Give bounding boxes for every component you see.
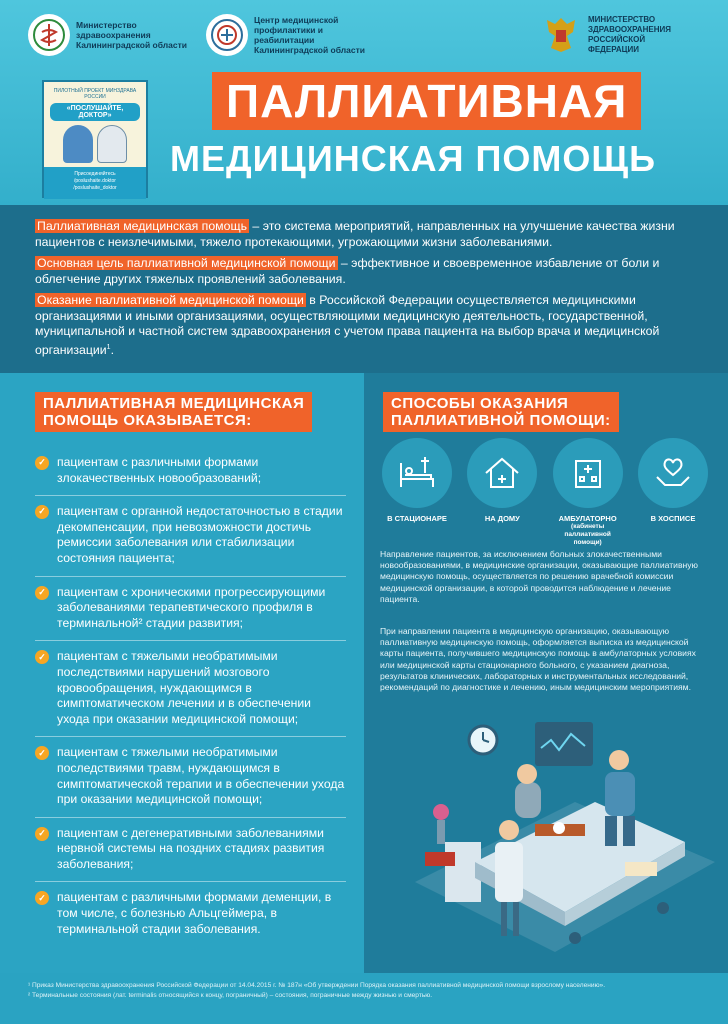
check-icon: ✓ [35,456,49,470]
list-item [35,447,346,496]
list-item [35,737,346,817]
method-label: В СТАЦИОНАРЕ [387,514,447,523]
check-icon: ✓ [35,746,49,760]
intro-section [0,205,728,373]
poster-banner: «ПОСЛУШАЙТЕ, ДОКТОР» [50,103,140,121]
method-sublabel: (кабинеты паллиативной помощи) [564,523,611,546]
hospital-bed-icon [382,438,452,508]
method-label: В ХОСПИСЕ [650,514,696,523]
intro-paragraph-1 [35,219,693,250]
list-item-text: пациентам с различными формами злокачественных новообразований; [57,455,262,485]
clinic-icon [553,438,623,508]
ministry-emblem-icon [28,14,70,56]
title-box [212,72,641,130]
list-item [35,818,346,883]
left-heading [35,392,312,432]
footnote-1: ¹ Приказ Министерства здравоохранения Российской Федерации от 14.04.2015 г. № 187н «Об утверждении Порядка оказания паллиативной медицинской помощи взрослому населению». [28,982,606,989]
intro-highlight-3: Оказание паллиативной медицинской помощи [37,293,304,307]
org-prevention-center [206,14,374,56]
heart-hands-icon [638,438,708,508]
right-heading-line2: ПАЛЛИАТИВНОЙ ПОМОЩИ: [391,412,611,429]
intro-text-3: в Российской Федерации осуществляется медицинскими организациями и иными организациями, осуществляющими медицинскую деятельность, государственной, муниципальной и частной систем здравоохранения с учетом права пациента на выбор врача и медицинской организации [35,293,660,357]
intro-text-3-end: . [110,342,114,357]
intro-paragraph-3 [35,293,693,358]
poster-doctors [44,125,146,163]
hospital-ward-illustration [395,712,715,972]
footnote-ref-1: 1 [106,343,111,351]
org2-name: Центр медицинской профилактики и реабилитации Калининградской области [254,15,366,55]
org1-name: Министерство здравоохранения Калининградской области [76,20,188,50]
footnote-2: ² Терминальные состояния (лат. terminalis относящийся к концу, пограничный) – состояния, пограничные между жизнью и смертью. [28,992,433,999]
list-item [35,882,346,946]
check-icon: ✓ [35,505,49,519]
method-home [465,438,539,547]
org-kaliningrad-ministry [28,14,194,56]
intro-highlight-2: Основная цель паллиативной медицинской помощи [37,256,336,270]
left-heading-line2: ПОМОЩЬ ОКАЗЫВАЕТСЯ: [43,412,252,429]
check-icon: ✓ [35,586,49,600]
check-icon: ✓ [35,891,49,905]
footnotes [0,973,728,1024]
list-item [35,496,346,576]
intro-text-2: – эффективное и своевременное избавление от боли и облегчение других тяжелых проявлений заболевания. [35,256,660,286]
list-item-text: пациентам с различными формами деменции, в том числе, с болезнью Альцгеймера, в терминальной стадии заболевания. [57,890,332,936]
intro-highlight-1: Паллиативная медицинская помощь [37,219,248,233]
poster-link-2: /poslushaite_doktor [73,185,117,191]
right-heading [383,392,619,432]
method-label: АМБУЛАТОРНО [558,514,617,523]
referral-text-1: Направление пациентов, за исключением больных злокачественными новообразованиями, в медицинские организации, оказывающие паллиативную медицинскую помощь, осуществляется по решению врачебной комиссии медицинской организации, в которой проводится наблюдение и лечение пациента. [380,549,699,604]
poster-link-1: /poslushaite.doktor [74,178,116,184]
method-inpatient [380,438,454,547]
org3-name: МИНИСТЕРСТВО ЗДРАВООХРАНЕНИЯ РОССИЙСКОЙ ФЕДЕРАЦИИ [588,15,671,54]
referral-text-2: При направлении пациента в медицинскую организацию, оказывающую паллиативную медицинскую помощь, оформляется выписка из медицинской карты пациента, получившего медицинскую помощь в амбулаторных условиях или медицинской карты стационарного больного, с указанием диагноза, результатов клинических, лабораторных и инструментальных исследований, рекомендаций по диагностике и лечению, иным медицинским мероприятиям. [380,626,696,693]
right-heading-line1: СПОСОБЫ ОКАЗАНИЯ [391,395,569,412]
method-outpatient [551,438,625,547]
doctor-figure-1 [63,125,93,163]
project-poster [42,80,148,198]
header [0,0,728,205]
prevention-center-emblem-icon [206,14,248,56]
intro-text-1: – это система мероприятий, направленных на улучшение качества жизни пациентов с неизлечимыми, тяжело протекающими, угрожающими жизни заболеваниями. [35,219,675,249]
list-item-text: пациентам с хроническими прогрессирующими заболеваниями терапевтического профиля в терминальной² стадии развития; [57,584,326,630]
poster-social-links [44,167,146,199]
check-icon: ✓ [35,650,49,664]
poster-join: Присоединяйтесь [74,171,116,177]
patient-list [35,447,346,946]
poster-top-text: ПИЛОТНЫЙ ПРОЕКТ МИНЗДРАВА РОССИИ [53,88,137,100]
doctor-figure-2 [97,125,127,163]
left-heading-line1: ПАЛЛИАТИВНАЯ МЕДИЦИНСКАЯ [43,395,305,412]
double-headed-eagle-icon [540,14,582,56]
method-hospice [636,438,710,547]
list-item-text: пациентам с тяжелыми необратимыми последствиями травм, нуждающимся в симптоматической терапии и в обеспечении ухода при оказании медицинской помощи; [57,745,345,807]
list-item [35,577,346,642]
intro-paragraph-2 [35,256,693,287]
method-label: НА ДОМУ [484,514,520,523]
list-item-text: пациентам с органной недостаточностью в стадии декомпенсации, при невозможности достичь ремиссии заболевания или стабилизации состояния пациента; [57,504,343,565]
page-title-line1: ПАЛЛИАТИВНАЯ [226,75,628,127]
care-methods [380,438,710,547]
list-item [35,641,346,737]
home-icon [467,438,537,508]
check-icon: ✓ [35,827,49,841]
org-russian-ministry [540,14,698,56]
list-item-text: пациентам с дегенеративными заболеваниями нервной системы на поздних стадиях развития заболевания; [57,825,325,871]
list-item-text: пациентам с тяжелыми необратимыми последствиями нарушений мозгового кровообращения, нуждающимся в симптоматическом лечении и в обеспечении ухода при оказании медицинской помощи; [57,649,311,726]
page-title-line2: МЕДИЦИНСКАЯ ПОМОЩЬ [170,138,656,179]
